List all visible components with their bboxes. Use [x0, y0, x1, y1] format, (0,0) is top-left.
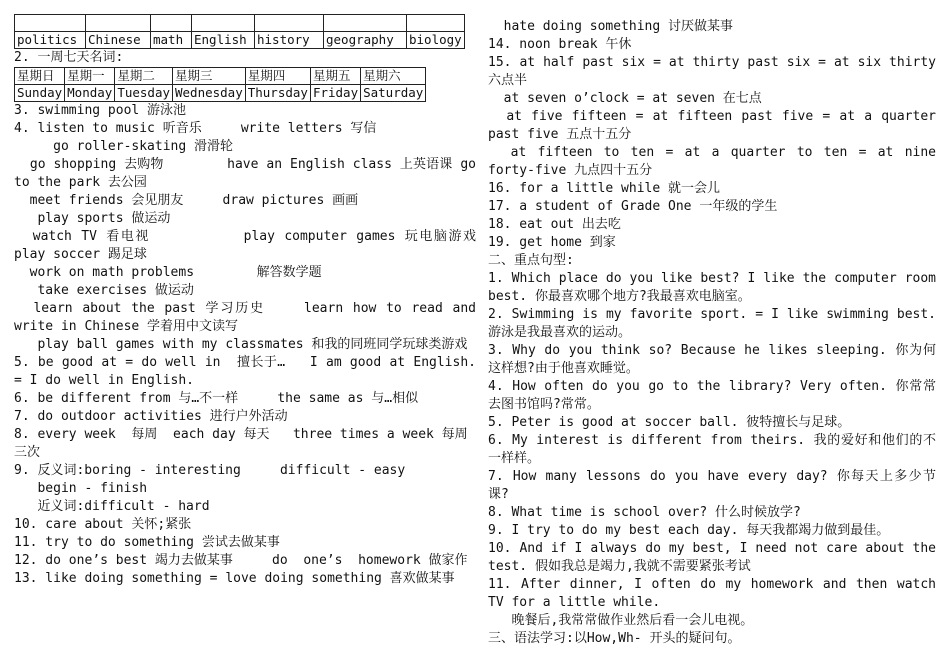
- text-line: 8. What time is school over? 什么时候放学?: [488, 505, 801, 520]
- week-cell: 星期二: [115, 68, 173, 85]
- text-line: at five fifteen = at fifteen past five = at a quarter past five 五点十五分: [488, 109, 944, 142]
- text-line: 5. Peter is good at soccer ball. 彼特擅长与足球。: [488, 415, 851, 430]
- text-line: 4. listen to music 听音乐 write letters 写信: [14, 121, 377, 136]
- week-cell: 星期五: [310, 68, 360, 85]
- week-cell: 星期一: [65, 68, 115, 85]
- text-line: at seven o’clock = at seven 在七点: [488, 91, 762, 106]
- section-heading: 二、重点句型:: [488, 253, 574, 268]
- text-line: at fifteen to ten = at a quarter to ten = at nine forty-five 九点四十五分: [488, 145, 944, 178]
- text-line: 11. After dinner, I often do my homework and then watch TV for a little while.: [488, 577, 944, 610]
- text-line: 15. at half past six = at thirty past six = at six thirty六点半: [488, 55, 936, 88]
- subject-cell: math: [151, 32, 192, 49]
- text-line: work on math problems 解答数学题: [14, 265, 322, 280]
- text-line: 6. be different from 与…不一样 the same as 与…相似: [14, 391, 419, 406]
- subject-cell: biology: [407, 32, 465, 49]
- text-line: 3. swimming pool 游泳池: [14, 103, 187, 118]
- left-text: [14, 102, 484, 588]
- week-cell: Sunday: [15, 85, 65, 102]
- subject-cell: geography: [324, 32, 407, 49]
- subject-cell: Chinese: [86, 32, 151, 49]
- text-line: 17. a student of Grade One 一年级的学生: [488, 199, 778, 214]
- text-line: 11. try to do something 尝试去做某事: [14, 535, 280, 550]
- week-cell: Thursday: [245, 85, 310, 102]
- week-cell: 星期三: [173, 68, 246, 85]
- week-title: 2. 一周七天名词:: [14, 50, 124, 65]
- week-cell: Tuesday: [115, 85, 173, 102]
- text-line: 4. How often do you go to the library? Very often. 你常常去图书馆吗?常常。: [488, 379, 936, 412]
- week-en-row: [15, 85, 426, 102]
- text-line: 19. get home 到家: [488, 235, 616, 250]
- week-cell: Friday: [310, 85, 360, 102]
- text-line: 5. be good at = do well in 擅长于… I am good at English. = I do well in English.: [14, 355, 484, 388]
- text-line: take exercises 做运动: [14, 283, 194, 298]
- text-line: 3. Why do you think so? Because he likes sleeping. 你为何这样想?由于他喜欢睡觉。: [488, 343, 936, 376]
- text-line: 14. noon break 午休: [488, 37, 632, 52]
- text-line: watch TV 看电视 play computer games 玩电脑游戏 play soccer 踢足球: [14, 229, 484, 262]
- text-line: 18. eat out 出去吃: [488, 217, 621, 232]
- week-cell: Wednesday: [173, 85, 246, 102]
- week-cell: Monday: [65, 85, 115, 102]
- text-line: play ball games with my classmates 和我的同班同学玩球类游戏: [14, 337, 468, 352]
- week-cell: 星期四: [245, 68, 310, 85]
- subject-cell: politics: [15, 32, 86, 49]
- text-line: 1. Which place do you like best? I like the computer room best. 你最喜欢哪个地方?我最喜欢电脑室。: [488, 271, 944, 304]
- text-line: 10. And if I always do my best, I need not care about the test. 假如我总是竭力,我就不需要紧张考试: [488, 541, 944, 574]
- text-line: 2. Swimming is my favorite sport. = I like swimming best. 游泳是我最喜欢的运动。: [488, 307, 944, 340]
- text-line: 7. How many lessons do you have every day? 你每天上多少节课?: [488, 469, 936, 502]
- subject-cell: history: [255, 32, 324, 49]
- text-line: go roller-skating 滑滑轮: [14, 139, 234, 154]
- text-line: learn about the past 学习历史 learn how to read and write in Chinese 学着用中文读写: [14, 301, 484, 334]
- week-cn-row: [15, 68, 426, 85]
- text-line: hate doing something 讨厌做某事: [488, 19, 734, 34]
- subjects-row: [15, 32, 465, 49]
- text-line: go shopping 去购物 have an English class 上英语课 go to the park 去公园: [14, 157, 484, 190]
- right-column: [488, 18, 944, 648]
- subjects-empty-row: [15, 15, 465, 32]
- text-line: 12. do one’s best 竭力去做某事 do one’s homework 做家作: [14, 553, 468, 568]
- subjects-table: [14, 14, 465, 49]
- text-line: 近义词:difficult - hard: [14, 499, 210, 514]
- text-line: 8. every week 每周 each day 每天 three times a week 每周三次: [14, 427, 468, 460]
- text-line: 6. My interest is different from theirs. 我的爱好和他们的不一样样。: [488, 433, 936, 466]
- text-line: 9. 反义词:boring - interesting difficult - easy: [14, 463, 406, 478]
- week-cell: 星期日: [15, 68, 65, 85]
- text-line: 16. for a little while 就一会儿: [488, 181, 721, 196]
- week-cell: Saturday: [361, 85, 426, 102]
- text-line: 10. care about 关怀;紧张: [14, 517, 192, 532]
- text-line: 13. like doing something = love doing something 喜欢做某事: [14, 571, 455, 586]
- subject-cell: English: [192, 32, 255, 49]
- week-cell: 星期六: [361, 68, 426, 85]
- section-heading: 三、语法学习:以How,Wh- 开头的疑问句。: [488, 631, 741, 646]
- left-column: [14, 14, 484, 588]
- text-line: 9. I try to do my best each day. 每天我都竭力做到最佳。: [488, 523, 890, 538]
- text-line: meet friends 会见朋友 draw pictures 画画: [14, 193, 359, 208]
- week-table: [14, 67, 426, 102]
- text-line: begin - finish: [14, 481, 148, 496]
- text-line: 7. do outdoor activities 进行户外活动: [14, 409, 288, 424]
- text-line: 晚餐后,我常常做作业然后看一会儿电视。: [488, 613, 754, 628]
- text-line: play sports 做运动: [14, 211, 171, 226]
